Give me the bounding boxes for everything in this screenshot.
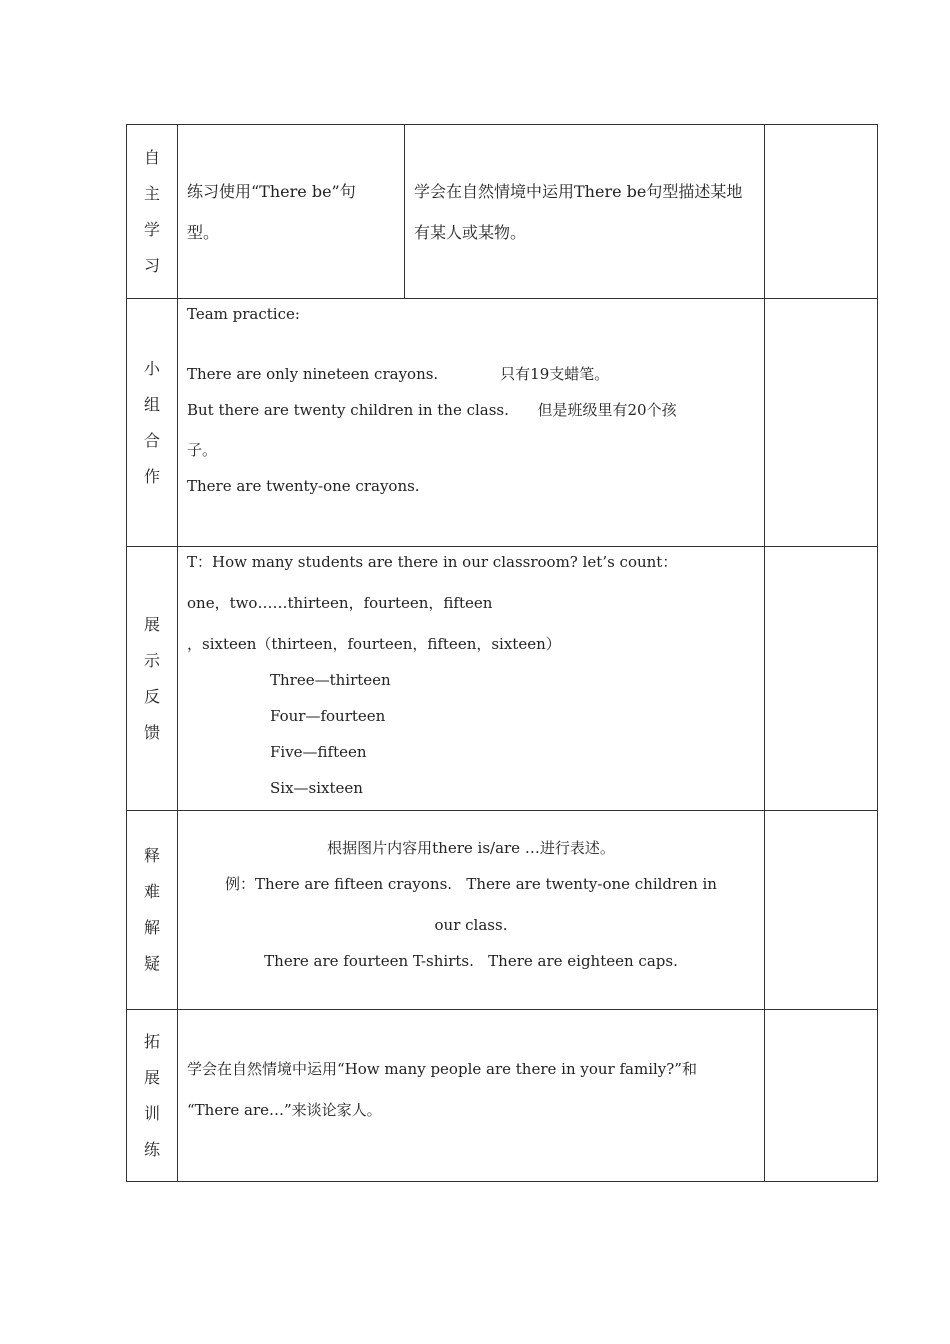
text-line: Team practice: [187,305,300,323]
content-cell [178,125,765,299]
text-line: 练习使用“There be”句 [187,182,356,201]
blank-cell [765,547,878,811]
row-label: 释难解疑 [143,846,160,973]
text-line: 子。 [187,441,218,459]
row-self-study [127,125,878,299]
text-line: There are fourteen T-shirts. There are eighteen caps. [264,952,678,970]
text-line: 学会在自然情境中运用There be句型描述某地 [414,182,743,201]
blank-cell [765,1010,878,1182]
row-group-work [127,299,878,547]
row-label: 自主学习 [143,147,160,275]
row-label-cell [127,125,178,299]
row-label-cell [127,299,178,547]
text-line: T：How many students are there in our classroom? let’s count： [187,553,678,571]
text-line: 例：There are fifteen crayons. There are twenty-one children in [225,875,717,893]
row-label-cell [127,811,178,1010]
row-label: 展示反馈 [143,614,160,742]
content-cell [178,1010,765,1182]
text-line: 根据图片内容用there is/are …进行表述。 [327,839,615,857]
blank-cell [765,299,878,547]
lesson-plan-table [126,124,878,1182]
content-cell [178,811,765,1010]
content-cell [178,299,765,547]
text-line: Six—sixteen [270,779,363,797]
text-line: 型。 [187,223,220,242]
split-content [178,125,764,298]
blank-cell [765,811,878,1010]
text-line: Three—thirteen [270,671,391,689]
goal-cell [405,125,765,298]
text-line: Four—fourteen [270,707,386,725]
text-line: ，sixteen（thirteen，fourteen，fifteen，sixteen） [187,635,561,653]
row-presentation [127,547,878,811]
text-line: our class. [434,916,508,934]
row-label-cell [127,1010,178,1182]
row-extension [127,1010,878,1182]
text-line: But there are twenty children in the class. 但是班级里有20个孩 [187,401,677,419]
row-label: 小组合作 [143,358,160,486]
blank-cell [765,125,878,299]
text-line: 学会在自然情境中运用“How many people are there in your family?”和 [187,1060,697,1078]
text-line: Five—fifteen [270,743,367,761]
row-label: 拓展训练 [143,1031,160,1159]
text-line: 有某人或某物。 [414,223,527,242]
content-cell [178,547,765,811]
text-line: There are twenty-one crayons. [187,477,420,495]
text-line: one，two……thirteen，fourteen，fifteen [187,594,493,612]
practice-cell [178,125,405,298]
text-line: “There are…”来谈论家人。 [187,1101,382,1119]
row-clarify [127,811,878,1010]
text-line: There are only nineteen crayons. 只有19支蜡笔。 [187,365,610,383]
row-label-cell [127,547,178,811]
